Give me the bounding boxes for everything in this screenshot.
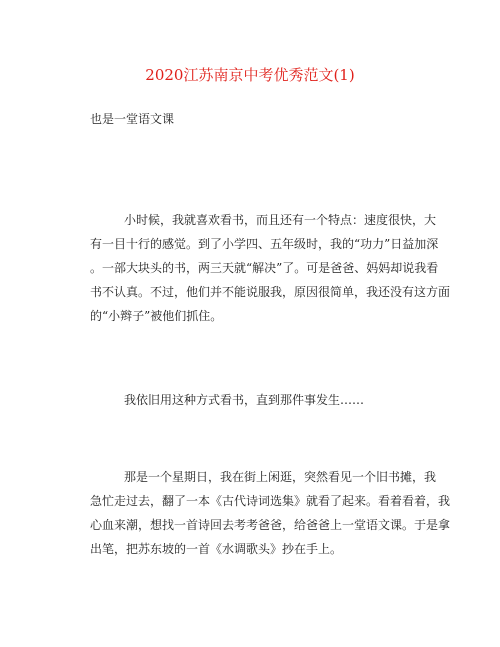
paragraph-line: 。一部大块头的书，两三天就“解决”了。可是爸爸、妈妈却说我看: [90, 261, 439, 275]
paragraph-line: 出笔，把苏东坡的一首《水调歌头》抄在手上。: [90, 542, 343, 556]
paragraph-line: 急忙走过去，翻了一本《古代诗词选集》就看了起来。看着看着，我: [90, 494, 451, 508]
paragraph-3: [90, 465, 451, 561]
paragraph-2: [90, 388, 435, 412]
paragraph-line: 书不认真。不过，他们并不能说服我，原因很简单，我还没有这方面: [90, 285, 451, 299]
document-subtitle: 也是一堂语文课: [90, 112, 175, 126]
paragraph-line: 的“小辫子”被他们抓住。: [90, 309, 223, 323]
paragraph-line: 有一目十行的感觉。到了小学四、五年级时，我的“功力”日益加深: [90, 237, 439, 251]
paragraph-line: 我依旧用这种方式看书，直到那件事发生……: [124, 393, 365, 407]
paragraph-line: 那是一个星期日，我在街上闲逛，突然看见一个旧书摊，我: [124, 470, 437, 484]
document-title: 2020江苏南京中考优秀范文(1): [145, 66, 355, 84]
paragraph-line: 心血来潮，想找一首诗回去考考爸爸，给爸爸上一堂语文课。于是拿: [90, 518, 451, 532]
paragraph-1: [90, 208, 451, 328]
paragraph-line: 小时候，我就喜欢看书，而且还有一个特点：速度很快，大: [124, 213, 437, 227]
